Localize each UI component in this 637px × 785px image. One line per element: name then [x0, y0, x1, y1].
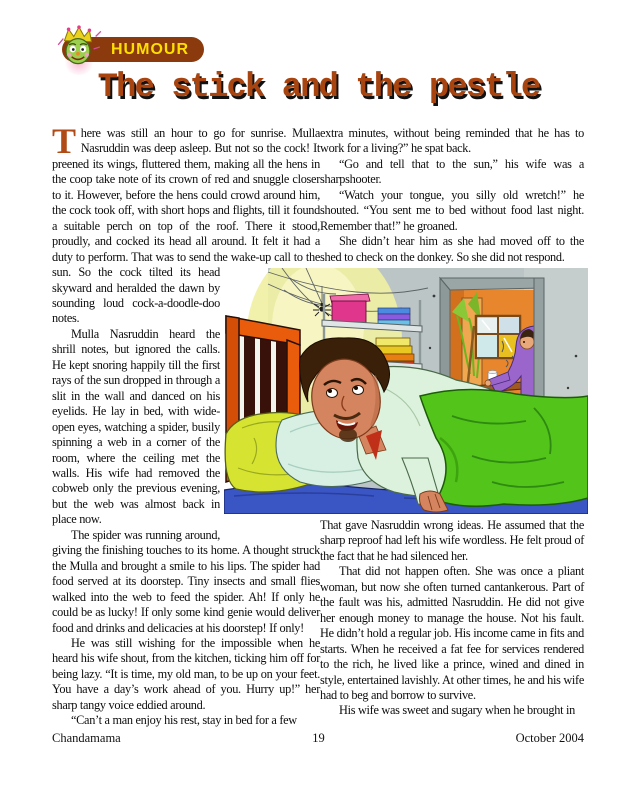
story-paragraph: Mulla Nasruddin heard the shrill notes, but ignored the calls. He kept snoring happily till the first rays of the sun dropped in through a slit in the wall and danced on his eyelids. He lay in bed, with wide-open eyes, watching a spider, busily spinning a web in a corner of the room, where the ceiling met the walls. His wife had removed the cobweb only the previous evening, but the web was almost back in place now. — [52, 326, 220, 527]
story-title: The stick and the pestle — [97, 69, 540, 107]
footer-magazine-name: Chandamama — [52, 731, 121, 745]
story-paragraph: “Watch your tongue, you silly old wretch!” he shouted. “You sent me to bed without food last night. Remember that!” he groaned. — [320, 187, 584, 233]
drop-cap: T — [52, 121, 76, 161]
story-paragraph: That did not happen often. She was once a pliant woman, but now she often turned cantankerous. Part of the fault was his, admitted Nasruddin. He did not give her enough money to manage the house. Not his fault. He didn’t hold a regular job. His income came in fits and starts. When he received a fat fee for services rendered to the rich, he lived like a prince, wined and dined in style, entertained lavishly. At other times, he and his wife had to beg and borrow to survive. — [320, 564, 584, 702]
story-paragraph: “Go and tell that to the sun,” his wife was a sharpshooter. — [320, 156, 584, 187]
kitchen-window — [476, 316, 520, 358]
jester-mask-icon — [54, 24, 104, 68]
badge-label: HUMOUR — [111, 40, 189, 58]
right-text-column-top — [320, 126, 584, 265]
story-paragraph: The spider was running around, giving the finishing touches to its home. A thought struck the Mulla and brought a smile to his lips. The spider had food served at its doorstep. Tiny insects and small flies walked into the web to feed the spider. Ah! If only he could be as lucky! If only some kind genie would deliver food and drinks and delicacies at his doorstep! If only! — [52, 527, 320, 635]
right-text-column-bottom — [320, 518, 584, 719]
story-paragraph: He was still wishing for the impossible when he heard his wife shout, from the kitchen, ticking him off for being lazy. “It is time, my old man, to be up on your feet. You have a day’s work ahead of you. Hurry up!” her sharp tangy voice eddied around. — [52, 635, 320, 712]
story-paragraph: That gave Nasruddin wrong ideas. He assumed that the sharp reproof had left his wife wordless. He felt proud of the fact that he had silenced her. — [320, 518, 584, 563]
footer-issue-date: October 2004 — [515, 731, 584, 745]
story-paragraph: She didn’t hear him as she had moved off to the shed to check on the donkey. So she did not respond. — [320, 234, 584, 264]
story-paragraph: extra minutes, without being reminded that he has to work for a living?” he spat back. — [320, 126, 584, 156]
story-illustration — [224, 268, 588, 514]
green-blanket — [420, 389, 588, 506]
footer-page-number: 19 — [312, 731, 325, 745]
story-paragraph: His wife was sweet and sugary when he brought in — [339, 703, 575, 718]
story-paragraph: “Can’t a man enjoy his rest, stay in bed for a few — [71, 713, 297, 728]
paragraph-text: here was still an hour to go for sunrise. Mulla Nasruddin was deep asleep. But not so the cock! It preened its wings, fluttered them, making all the hens in the coop take note of its crown of red and snuggle closer to it. However, before the hens could crowd around him, the cock took off, with short hops and flights, till it found a suitable perch on top of the roof. There it stood, proudly, and cocked its head all around. It felt it had a duty to perform. That was to send the wake-up call to the sun. So the cock tilted its head skyward and heralded the dawn by sounding loud cock-a-doodle-doo notes. — [52, 126, 320, 326]
